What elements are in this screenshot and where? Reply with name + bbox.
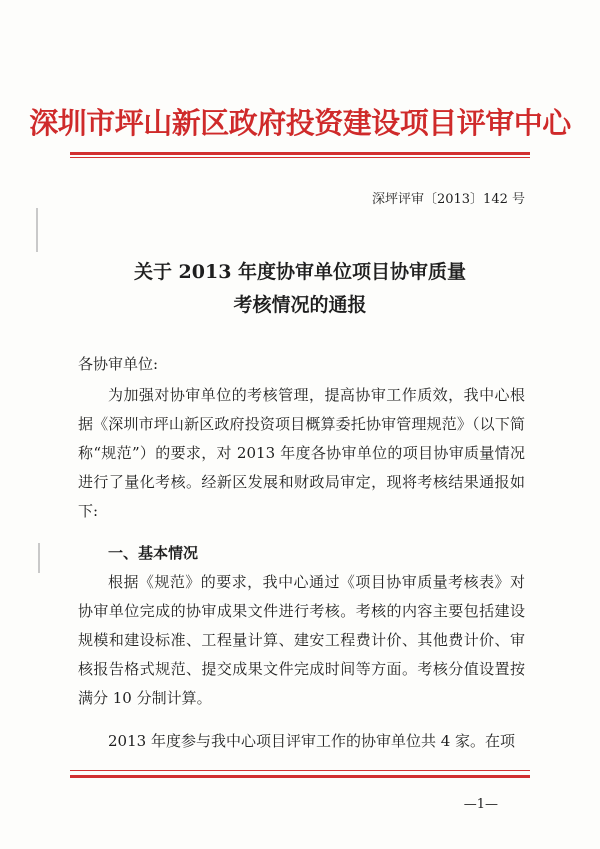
- document-title-line-2: 考核情况的通报: [233, 294, 367, 316]
- letterhead-red-rule-thick: [70, 152, 530, 155]
- body-paragraph-assessment: 根据《规范》的要求，我中心通过《项目协审质量考核表》对协审单位完成的协审成果文件进行考核。考核的内容主要包括建设规模和建设标准、工程量计算、建安工程费计价、其他费计价、审核报告格式规范、提交成果文件完成时间等方面。考核分值设置按满分 10 分制计算。: [78, 573, 525, 707]
- footer-red-rule-thick: [70, 775, 530, 778]
- document-title-line-1: 关于 2013 年度协审单位项目协审质量: [133, 261, 467, 283]
- body-paragraph-participants: 2013 年度参与我中心项目评审工作的协审单位共 4 家。在项: [108, 732, 516, 750]
- salutation: 各协审单位:: [78, 355, 159, 373]
- body-paragraph-intro: 为加强对协审单位的考核管理，提高协审工作质效，我中心根据《深圳市坪山新区政府投资项目概算委托协审管理规范》（以下简称“规范”）的要求，对 2013 年度各协审单位的项目协审质量情况进行了量化考核。经新区发展和财政局审定，现将考核结果通报如下:: [78, 386, 525, 520]
- section-heading-basic-info: 一、基本情况: [108, 544, 199, 562]
- footer-red-rule-thin: [70, 770, 530, 771]
- page-number: —1—: [463, 797, 498, 812]
- letterhead-org-name: 深圳市坪山新区政府投资建设项目评审中心: [29, 106, 571, 140]
- scan-artifact-mark: [38, 543, 40, 573]
- letterhead-red-rule-thin: [70, 157, 530, 158]
- scan-artifact-mark: [36, 208, 38, 252]
- document-number: 深坪评审〔2013〕142 号: [371, 192, 525, 207]
